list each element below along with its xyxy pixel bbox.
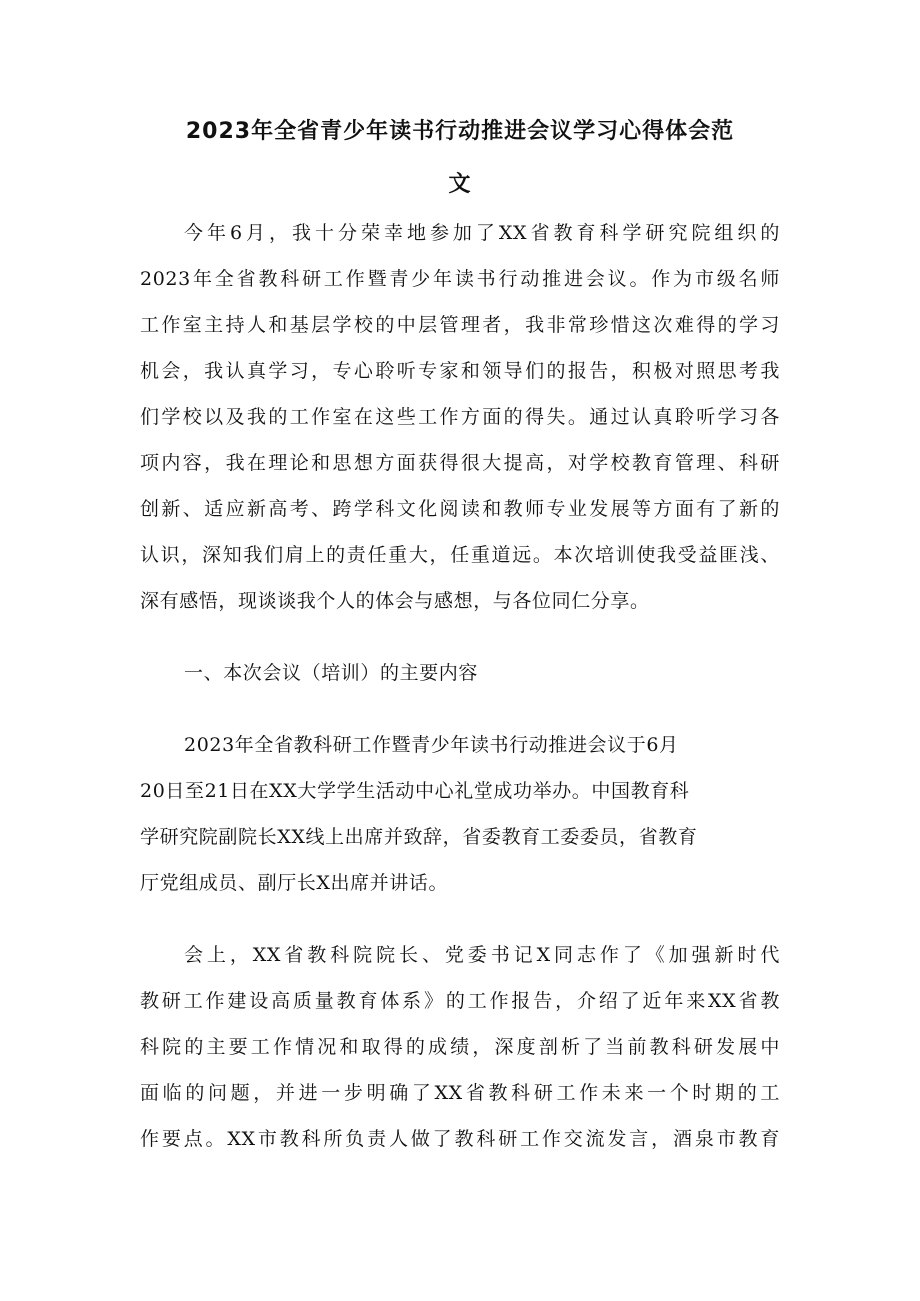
paragraph-2-line: 2023年全省教科研工作暨青少年读书行动推进会议于6月 xyxy=(184,734,679,756)
paragraph-2-line: 厅党组成员、副厅长X出席并讲话。 xyxy=(140,872,449,894)
document-title-line-1: 2023年全省青少年读书行动推进会议学习心得体会范 xyxy=(185,119,735,144)
paragraph-1-line: 2023年全省教科研工作暨青少年读书行动推进会议。作为市级名师 xyxy=(140,268,780,290)
paragraph-1-line: 工作室主持人和基层学校的中层管理者，我非常珍惜这次难得的学习 xyxy=(140,314,780,336)
paragraph-1-line: 们学校以及我的工作室在这些工作方面的得失。通过认真聆听学习各 xyxy=(140,406,780,428)
paragraph-1-line: 机会，我认真学习，专心聆听专家和领导们的报告，积极对照思考我 xyxy=(140,360,780,382)
paragraph-2-line: 学研究院副院长XX线上出席并致辞，省委教育工委委员，省教育 xyxy=(140,826,698,848)
paragraph-1-line: 今年6月，我十分荣幸地参加了XX省教育科学研究院组织的 xyxy=(184,222,780,244)
paragraph-1-line: 深有感悟，现谈谈我个人的体会与感想，与各位同仁分享。 xyxy=(140,590,650,612)
paragraph-3-line: 会上，XX省教科院院长、党委书记X同志作了《加强新时代 xyxy=(184,944,780,966)
paragraph-3-line: 面临的问题，并进一步明确了XX省教科研工作未来一个时期的工 xyxy=(140,1082,780,1104)
paragraph-3-line: 教研工作建设高质量教育体系》的工作报告，介绍了近年来XX省教 xyxy=(140,990,780,1012)
paragraph-3-line: 科院的主要工作情况和取得的成绩，深度剖析了当前教科研发展中 xyxy=(140,1036,780,1058)
paragraph-3-line: 作要点。XX市教科所负责人做了教科研工作交流发言，酒泉市教育 xyxy=(140,1128,780,1150)
section-heading: 一、本次会议（培训）的主要内容 xyxy=(184,662,479,684)
paragraph-1-line: 创新、适应新高考、跨学科文化阅读和教师专业发展等方面有了新的 xyxy=(140,498,780,520)
paragraph-1-line: 认识，深知我们肩上的责任重大，任重道远。本次培训使我受益匪浅、 xyxy=(140,544,780,566)
paragraph-1-line: 项内容，我在理论和思想方面获得很大提高，对学校教育管理、科研 xyxy=(140,452,780,474)
document-title-line-2: 文 xyxy=(448,172,472,197)
paragraph-2-line: 20日至21日在XX大学学生活动中心礼堂成功举办。中国教育科 xyxy=(140,780,690,802)
